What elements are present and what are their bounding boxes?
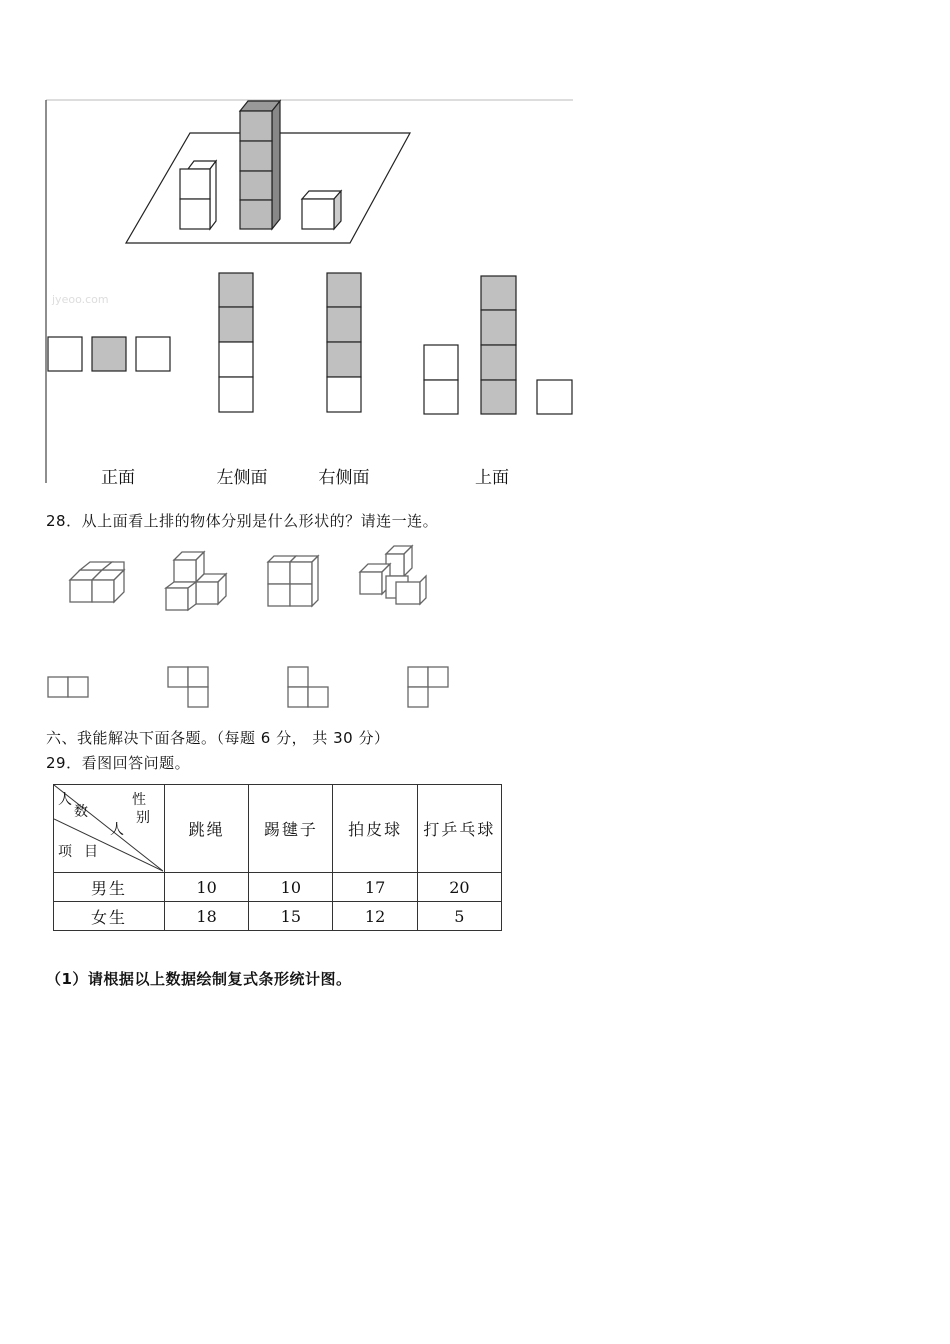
col-header-ball-bounce: 拍皮球 <box>333 785 417 873</box>
view-front-shape <box>48 337 170 371</box>
top-view-c <box>288 667 328 707</box>
object-2 <box>166 552 226 610</box>
object-4 <box>360 546 426 604</box>
cell-girls-shuttlecock: 15 <box>249 902 333 931</box>
sports-stats-table <box>53 784 502 931</box>
label-top: 上面 <box>475 468 509 488</box>
question-29: 29．看图回答问题。 <box>46 754 191 772</box>
cell-girls-ping-pong: 5 <box>417 902 501 931</box>
view-right-shape <box>327 273 361 412</box>
cell-boys-jump-rope: 10 <box>164 873 248 902</box>
top-view-b <box>168 667 208 707</box>
row-label-boys: 男生 <box>54 873 165 902</box>
block-views-figure <box>40 95 580 490</box>
cell-girls-ball-bounce: 12 <box>333 902 417 931</box>
table-corner-cell: 人 数 人 性 别 项 目 <box>54 785 165 873</box>
svg-text:jyeoo.com: jyeoo.com <box>52 293 109 306</box>
stack-four-grey <box>240 101 280 229</box>
stack-two-white <box>180 161 216 229</box>
view-left-shape <box>219 273 253 412</box>
row-label-girls: 女生 <box>54 902 165 931</box>
label-front: 正面 <box>101 468 135 488</box>
top-view-d <box>408 667 448 707</box>
q28-objects-figure <box>40 540 460 715</box>
cell-boys-shuttlecock: 10 <box>249 873 333 902</box>
question-28: 28．从上面看上排的物体分别是什么形状的？请连一连。 <box>46 512 439 530</box>
label-left-side: 左侧面 <box>216 468 268 488</box>
stack-one-white <box>302 191 341 229</box>
object-1 <box>70 562 124 602</box>
label-right-side: 右侧面 <box>318 468 370 488</box>
table-row <box>54 902 502 931</box>
cell-boys-ball-bounce: 17 <box>333 873 417 902</box>
col-header-shuttlecock: 踢毽子 <box>249 785 333 873</box>
object-3 <box>268 556 318 606</box>
table-row <box>54 873 502 902</box>
col-header-ping-pong: 打乒乓球 <box>417 785 501 873</box>
cell-boys-ping-pong: 20 <box>417 873 501 902</box>
top-view-a <box>48 677 88 697</box>
section-6-heading: 六、我能解决下面各题。（每题 6 分， 共 30 分） <box>46 729 390 747</box>
cell-girls-jump-rope: 18 <box>164 902 248 931</box>
col-header-jump-rope: 跳绳 <box>164 785 248 873</box>
view-top-shape <box>424 276 572 414</box>
question-29-part-1: （1）请根据以上数据绘制复式条形统计图。 <box>46 970 352 988</box>
